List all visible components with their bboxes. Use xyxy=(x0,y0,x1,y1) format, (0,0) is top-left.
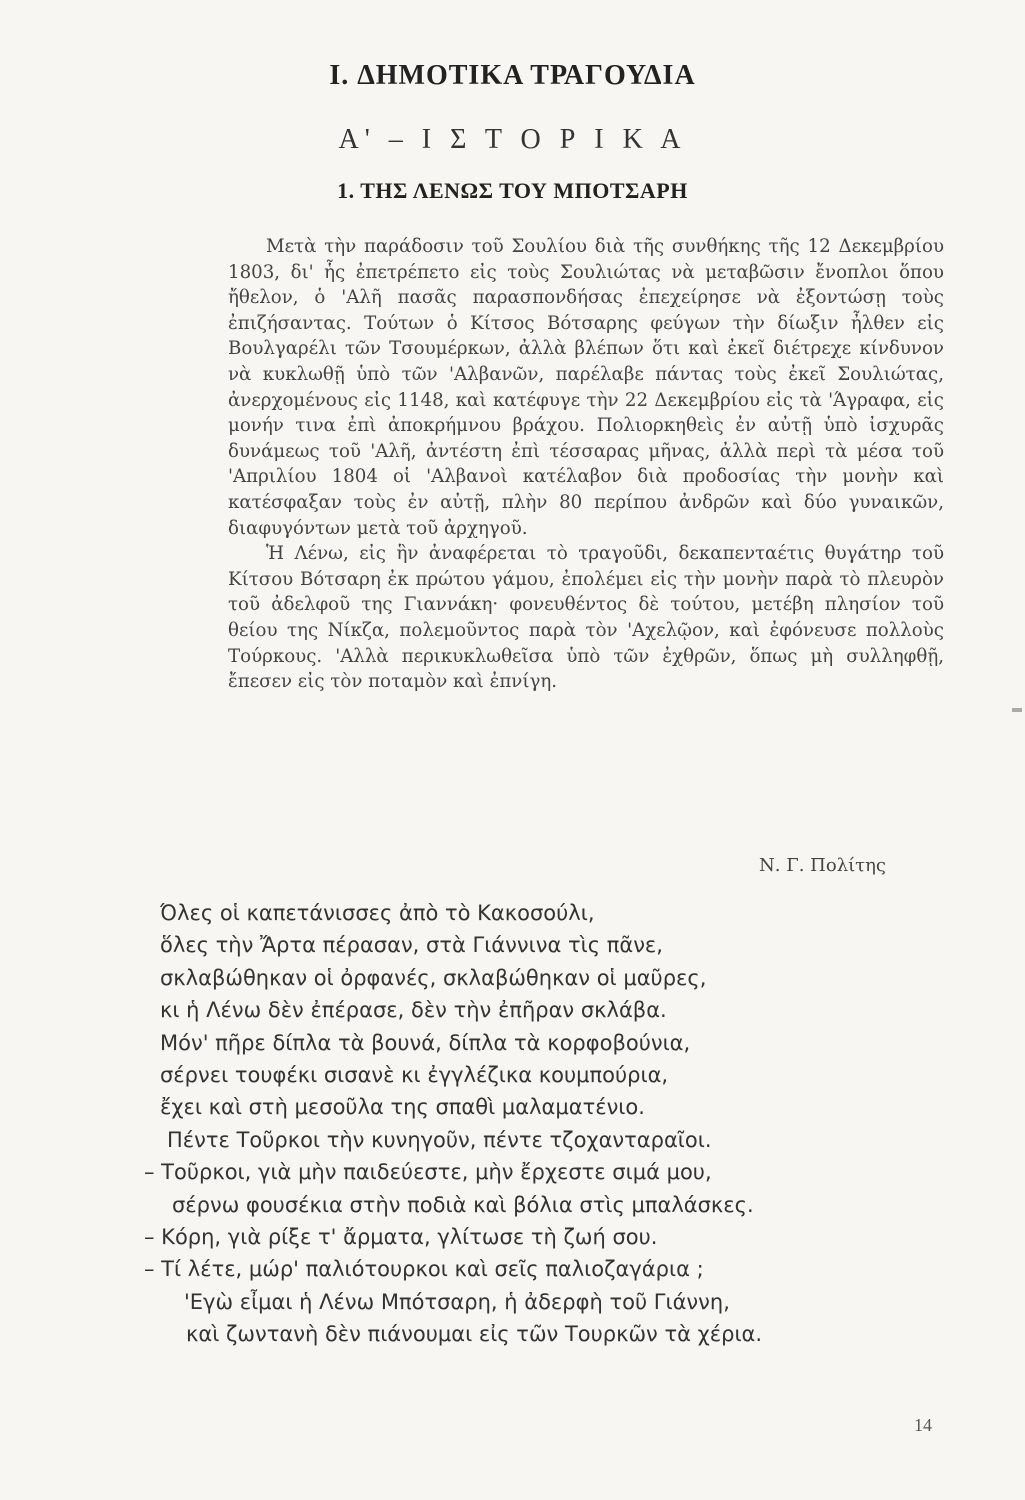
poem-title: 1. ΤΗΣ ΛΕΝΩΣ ΤΟΥ ΜΠΟΤΣΑΡΗ xyxy=(337,178,688,203)
page-number: 14 xyxy=(914,1415,932,1435)
page-edge-mark xyxy=(1012,708,1022,712)
section-title: I. ΔΗΜΟΤΙΚΑ ΤΡΑΓΟΥΔΙΑ xyxy=(329,60,696,91)
subsection-title: Α' – Ι Σ Τ Ο Ρ Ι Κ Α xyxy=(338,124,687,155)
poem-line: ὅλες τὴν Ἄρτα πέρασαν, στὰ Γιάννινα τὶς πᾶνε, xyxy=(160,933,663,958)
intro-text xyxy=(228,234,944,695)
poem-line: Όλες οἱ καπετάνισσες ἀπὸ τὸ Κακοσούλι, xyxy=(160,901,595,925)
poem-line: – Κόρη, γιὰ ρίξε τ' ἄρματα, γλίτωσε τὴ ζωή σου. xyxy=(144,1225,658,1250)
poem xyxy=(144,897,960,1351)
poem-line: σέρνω φουσέκια στὴν ποδιὰ καὶ βόλια στὶς μπαλάσκες. xyxy=(172,1192,754,1217)
attribution: Ν. Γ. Πολίτης xyxy=(759,855,886,876)
intro-paragraph: Ἡ Λένω, εἰς ἣν ἀναφέρεται τὸ τραγοῦδι, δεκαπενταέτις θυγάτηρ τοῦ Κίτσου Βότσαρη ἐκ πρώτου γάμου, ἐπολέμει εἰς τὴν μονὴν παρὰ τὸ πλευρὸν τοῦ ἀδελφοῦ της Γιαννάκη· φονευθέντος δὲ τούτου, μετέβη πλησίον τοῦ θείου της Νίκζα, πολεμοῦντος παρὰ τὸν 'Αχελῷον, καὶ ἐφόνευσε πολλοὺς Τούρκους. 'Αλλὰ περικυκλωθεῖσα ὑπὸ τῶν ἐχθρῶν, ὅπως μὴ συλληφθῇ, ἔπεσεν εἰς τὸν ποταμὸν καὶ ἐπνίγη. xyxy=(228,543,944,693)
poem-line: – Τί λέτε, μώρ' παλιότουρκοι καὶ σεῖς παλιοζαγάρια ; xyxy=(144,1257,704,1282)
poem-line: σκλαβώθηκαν οἱ ὀρφανές, σκλαβώθηκαν οἱ μαῦρες, xyxy=(160,965,707,990)
poem-line: – Τοῦρκοι, γιὰ μὴν παιδεύεστε, μὴν ἔρχεστε σιμά μου, xyxy=(144,1160,712,1185)
poem-line: Πέντε Τοῦρκοι τὴν κυνηγοῦν, πέντε τζοχανταραῖοι. xyxy=(167,1127,712,1152)
poem-line: κι ἡ Λένω δὲν ἐπέρασε, δὲν τὴν ἐπῆραν σκλάβα. xyxy=(160,998,667,1023)
intro-paragraph: Μετὰ τὴν παράδοσιν τοῦ Σουλίου διὰ τῆς συνθήκης τῆς 12 Δεκεμβρίου 1803, δι' ἧς ἐπετρέπετο εἰς τοὺς Σουλιώτας νὰ μεταβῶσιν ἔνοπλοι ὅπου ἤθελον, ὁ 'Αλῆ πασᾶς παρασπονδήσας ἐπεχείρησε νὰ ἐξοντώσῃ τοὺς ἐπιζήσαντας. Τούτων ὁ Κίτσος Βότσαρης φεύγων τὴν δίωξιν ἦλθεν εἰς Βουλγαρέλι τῶν Τσουμέρκων, ἀλλὰ βλέπων ὅτι καὶ ἐκεῖ διέτρεχε κίνδυνον νὰ κυκλωθῇ ὑπὸ τῶν 'Αλβανῶν, παρέλαβε πάντας τοὺς ἐκεῖ Σουλιώτας, ἀνερχομένους εἰς 1148, καὶ κατέφυγε τὴν 22 Δεκεμβρίου εἰς τὰ 'Άγραφα, εἰς μονήν τινα ἐπὶ ἀποκρήμνου βράχου. Πολιορκηθεὶς ἐν αὐτῇ ὑπὸ ἰσχυρᾶς δυνάμεως τοῦ 'Αλῆ, ἀντέστη ἐπὶ τέσσαρας μῆνας, ἀλλὰ περὶ τὰ μέσα τοῦ 'Απριλίου 1804 οἱ 'Αλβανοὶ κατέλαβον διὰ προδοσίας τὴν μονὴν καὶ κατέσφαξαν τοὺς ἐν αὐτῇ, πλὴν 80 περίπου ἀνδρῶν καὶ δύο γυναικῶν, διαφυγόντων μετὰ τοῦ ἀρχηγοῦ. xyxy=(228,236,944,539)
poem-line: Μόν' πῆρε δίπλα τὰ βουνά, δίπλα τὰ κορφοβούνια, xyxy=(160,1030,691,1055)
poem-line: σέρνει τουφέκι σισανὲ κι ἐγγλέζικα κουμπούρια, xyxy=(160,1063,669,1088)
poem-line: 'Εγὼ εἶμαι ἡ Λένω Μπότσαρη, ἡ ἀδερφὴ τοῦ Γιάννη, xyxy=(184,1289,730,1314)
poem-line: καὶ ζωντανὴ δὲν πιάνουμαι εἰς τῶν Τουρκῶν τὰ χέρια. xyxy=(186,1322,763,1347)
poem-line: ἔχει καὶ στὴ μεσοῦλα της σπαθὶ μαλαματένιο. xyxy=(160,1095,645,1120)
